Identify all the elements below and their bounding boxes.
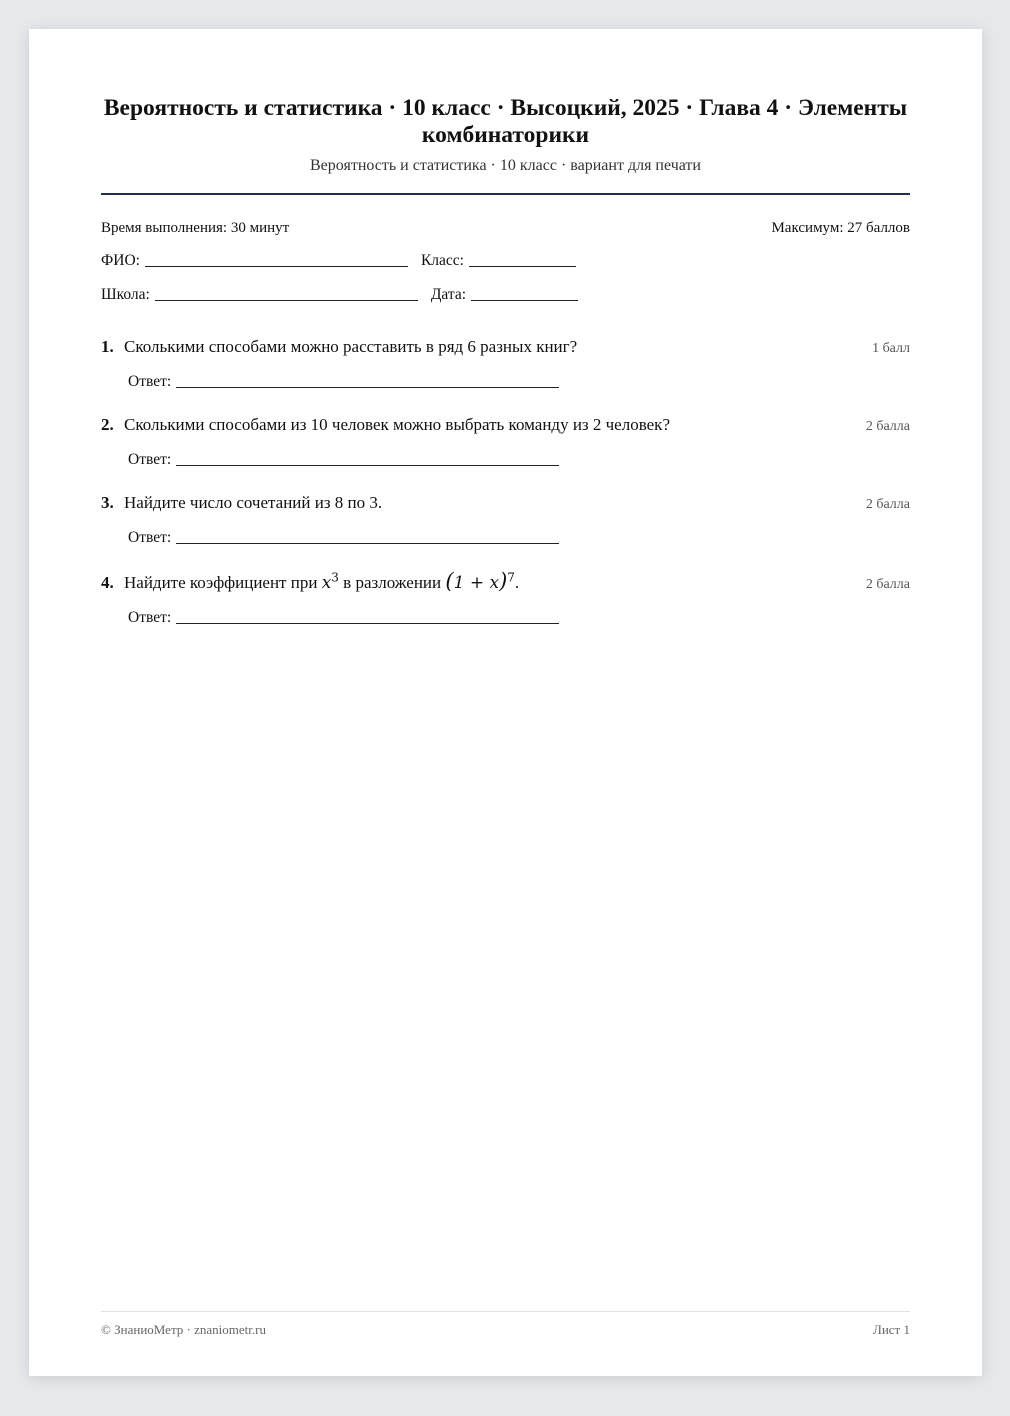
question-3 bbox=[101, 493, 910, 513]
footer-divider bbox=[101, 1311, 910, 1312]
question-4 bbox=[101, 569, 910, 593]
math-variable: x bbox=[321, 573, 332, 593]
question-body: Сколькими способами из 10 человек можно выбрать команду из 2 человек? bbox=[124, 415, 670, 434]
question-text bbox=[101, 337, 577, 357]
math-paren-open: ( bbox=[445, 569, 454, 593]
question-body: Найдите число сочетаний из 8 по 3. bbox=[124, 493, 383, 512]
school-field[interactable] bbox=[155, 299, 418, 301]
math-exponent: 7 bbox=[507, 570, 515, 585]
question-number: 4. bbox=[101, 573, 114, 592]
question-body: Найдите коэффициент при bbox=[124, 573, 318, 592]
fio-field[interactable] bbox=[145, 265, 408, 267]
answer-label: Ответ: bbox=[128, 451, 172, 468]
answer-row-4 bbox=[128, 609, 559, 627]
question-text bbox=[101, 415, 670, 435]
class-field[interactable] bbox=[469, 265, 576, 267]
math-expression: 1 + x bbox=[453, 573, 500, 593]
question-number: 1. bbox=[101, 337, 114, 356]
answer-row-3 bbox=[128, 529, 559, 547]
max-score: Максимум: 27 баллов bbox=[771, 220, 910, 236]
header-divider bbox=[101, 193, 910, 195]
class-label: Класс: bbox=[420, 252, 464, 269]
answer-field[interactable] bbox=[176, 622, 559, 624]
math-paren-close: ) bbox=[499, 569, 508, 593]
date-field[interactable] bbox=[471, 299, 578, 301]
fio-label: ФИО: bbox=[101, 252, 140, 269]
answer-field[interactable] bbox=[176, 386, 559, 388]
page-subtitle: Вероятность и статистика · 10 класс · вариант для печати bbox=[310, 157, 701, 174]
answer-field[interactable] bbox=[176, 464, 559, 466]
fio-class-row bbox=[101, 252, 576, 270]
question-text bbox=[101, 493, 382, 513]
question-points: 1 балл bbox=[872, 341, 910, 356]
worksheet-page bbox=[29, 29, 982, 1376]
math-power bbox=[321, 570, 339, 593]
page-title: Вероятность и статистика · 10 класс · Высоцкий, 2025 · Глава 4 · Элементы комбинаторики bbox=[103, 95, 908, 148]
school-label: Школа: bbox=[101, 286, 150, 303]
question-2 bbox=[101, 415, 910, 435]
question-body-mid: в разложении bbox=[343, 573, 442, 592]
math-exponent: 3 bbox=[331, 570, 339, 585]
meta-row bbox=[101, 220, 910, 237]
page-number: Лист 1 bbox=[873, 1322, 910, 1337]
footer-copyright: © ЗнаниоМетр · znaniometr.ru bbox=[101, 1322, 266, 1337]
school-date-row bbox=[101, 286, 578, 304]
question-points: 2 балла bbox=[865, 497, 910, 512]
question-number: 3. bbox=[101, 493, 114, 512]
question-body: Сколькими способами можно расставить в ряд 6 разных книг? bbox=[124, 337, 578, 356]
answer-label: Ответ: bbox=[128, 373, 172, 390]
page-footer bbox=[101, 1322, 910, 1338]
answer-field[interactable] bbox=[176, 542, 559, 544]
answer-label: Ответ: bbox=[128, 529, 172, 546]
math-binomial bbox=[445, 569, 515, 593]
question-points: 2 балла bbox=[865, 419, 910, 434]
question-1 bbox=[101, 337, 910, 357]
question-points: 2 балла bbox=[865, 577, 910, 592]
question-end: . bbox=[514, 573, 520, 592]
answer-label: Ответ: bbox=[128, 609, 172, 626]
date-label: Дата: bbox=[430, 286, 467, 303]
answer-row-2 bbox=[128, 451, 559, 469]
answer-row-1 bbox=[128, 373, 559, 391]
time-limit: Время выполнения: 30 минут bbox=[101, 220, 290, 236]
question-number: 2. bbox=[101, 415, 114, 434]
question-text bbox=[101, 569, 519, 593]
